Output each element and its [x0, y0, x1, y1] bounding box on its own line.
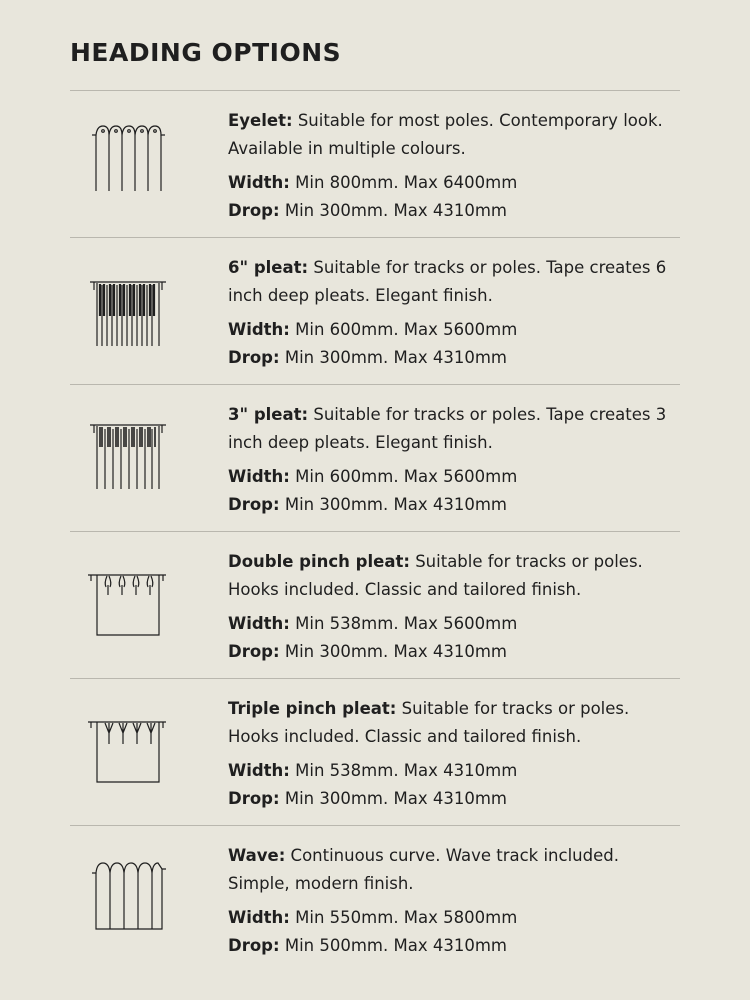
- eyelet-curtain-icon: [88, 111, 168, 191]
- option-width: [228, 610, 678, 638]
- option-description-text: Suitable for tracks or poles. Hooks included. Classic and tailored finish.: [228, 552, 643, 599]
- double-pinch-pleat-curtain-icon: [88, 557, 168, 637]
- option-drop: [228, 932, 678, 960]
- option-description: [228, 107, 678, 163]
- option-name: Eyelet:: [228, 111, 293, 130]
- option-width: [228, 463, 678, 491]
- width-label: Width:: [228, 320, 290, 339]
- drop-label: Drop:: [228, 495, 280, 514]
- option-name: 6" pleat:: [228, 258, 309, 277]
- drop-value: Min 500mm. Max 4310mm: [284, 936, 507, 955]
- drop-label: Drop:: [228, 642, 280, 661]
- option-three-inch-pleat-text: [228, 401, 678, 519]
- six-inch-pleat-curtain-icon: [88, 266, 168, 346]
- option-width: [228, 316, 678, 344]
- option-wave: [70, 825, 680, 972]
- drop-value: Min 300mm. Max 4310mm: [284, 642, 507, 661]
- option-double-pinch-pleat: [70, 531, 680, 678]
- triple-pinch-pleat-curtain-icon: [88, 704, 168, 784]
- width-label: Width:: [228, 173, 290, 192]
- option-description: [228, 254, 678, 310]
- width-label: Width:: [228, 467, 290, 486]
- width-value: Min 538mm. Max 5600mm: [295, 614, 518, 633]
- option-description-text: Suitable for tracks or poles. Hooks included. Classic and tailored finish.: [228, 699, 630, 746]
- drop-value: Min 300mm. Max 4310mm: [284, 348, 507, 367]
- drop-value: Min 300mm. Max 4310mm: [284, 495, 507, 514]
- option-six-inch-pleat: [70, 237, 680, 384]
- option-name: Wave:: [228, 846, 286, 865]
- option-name: Double pinch pleat:: [228, 552, 410, 571]
- width-label: Width:: [228, 908, 290, 927]
- heading-options-list: [70, 90, 680, 972]
- option-description-text: Suitable for tracks or poles. Tape creates 3 inch deep pleats. Elegant finish.: [228, 405, 667, 452]
- width-value: Min 600mm. Max 5600mm: [295, 320, 518, 339]
- option-description-text: Suitable for tracks or poles. Tape creates 6 inch deep pleats. Elegant finish.: [228, 258, 667, 305]
- option-drop: [228, 197, 678, 225]
- width-label: Width:: [228, 761, 290, 780]
- option-description-text: Continuous curve. Wave track included. Simple, modern finish.: [228, 846, 619, 893]
- width-value: Min 550mm. Max 5800mm: [295, 908, 518, 927]
- option-name: Triple pinch pleat:: [228, 699, 397, 718]
- option-double-pinch-pleat-text: [228, 548, 678, 666]
- drop-value: Min 300mm. Max 4310mm: [284, 201, 507, 220]
- drop-label: Drop:: [228, 936, 280, 955]
- width-value: Min 800mm. Max 6400mm: [295, 173, 518, 192]
- option-description: [228, 401, 678, 457]
- option-triple-pinch-pleat: [70, 678, 680, 825]
- option-description: [228, 842, 678, 898]
- option-width: [228, 757, 678, 785]
- width-label: Width:: [228, 614, 290, 633]
- option-name: 3" pleat:: [228, 405, 309, 424]
- option-width: [228, 169, 678, 197]
- option-description: [228, 695, 678, 751]
- three-inch-pleat-curtain-icon: [88, 409, 168, 489]
- wave-curtain-icon: [88, 851, 168, 931]
- drop-label: Drop:: [228, 201, 280, 220]
- option-description: [228, 548, 678, 604]
- drop-value: Min 300mm. Max 4310mm: [284, 789, 507, 808]
- page-title: HEADING OPTIONS: [70, 38, 342, 67]
- option-drop: [228, 491, 678, 519]
- option-description-text: Suitable for most poles. Contemporary look. Available in multiple colours.: [228, 111, 663, 158]
- drop-label: Drop:: [228, 348, 280, 367]
- option-drop: [228, 785, 678, 813]
- width-value: Min 538mm. Max 4310mm: [295, 761, 518, 780]
- option-drop: [228, 344, 678, 372]
- option-eyelet-text: [228, 107, 678, 225]
- option-wave-text: [228, 842, 678, 960]
- width-value: Min 600mm. Max 5600mm: [295, 467, 518, 486]
- drop-label: Drop:: [228, 789, 280, 808]
- option-eyelet: [70, 90, 680, 237]
- option-drop: [228, 638, 678, 666]
- option-width: [228, 904, 678, 932]
- option-triple-pinch-pleat-text: [228, 695, 678, 813]
- option-six-inch-pleat-text: [228, 254, 678, 372]
- option-three-inch-pleat: [70, 384, 680, 531]
